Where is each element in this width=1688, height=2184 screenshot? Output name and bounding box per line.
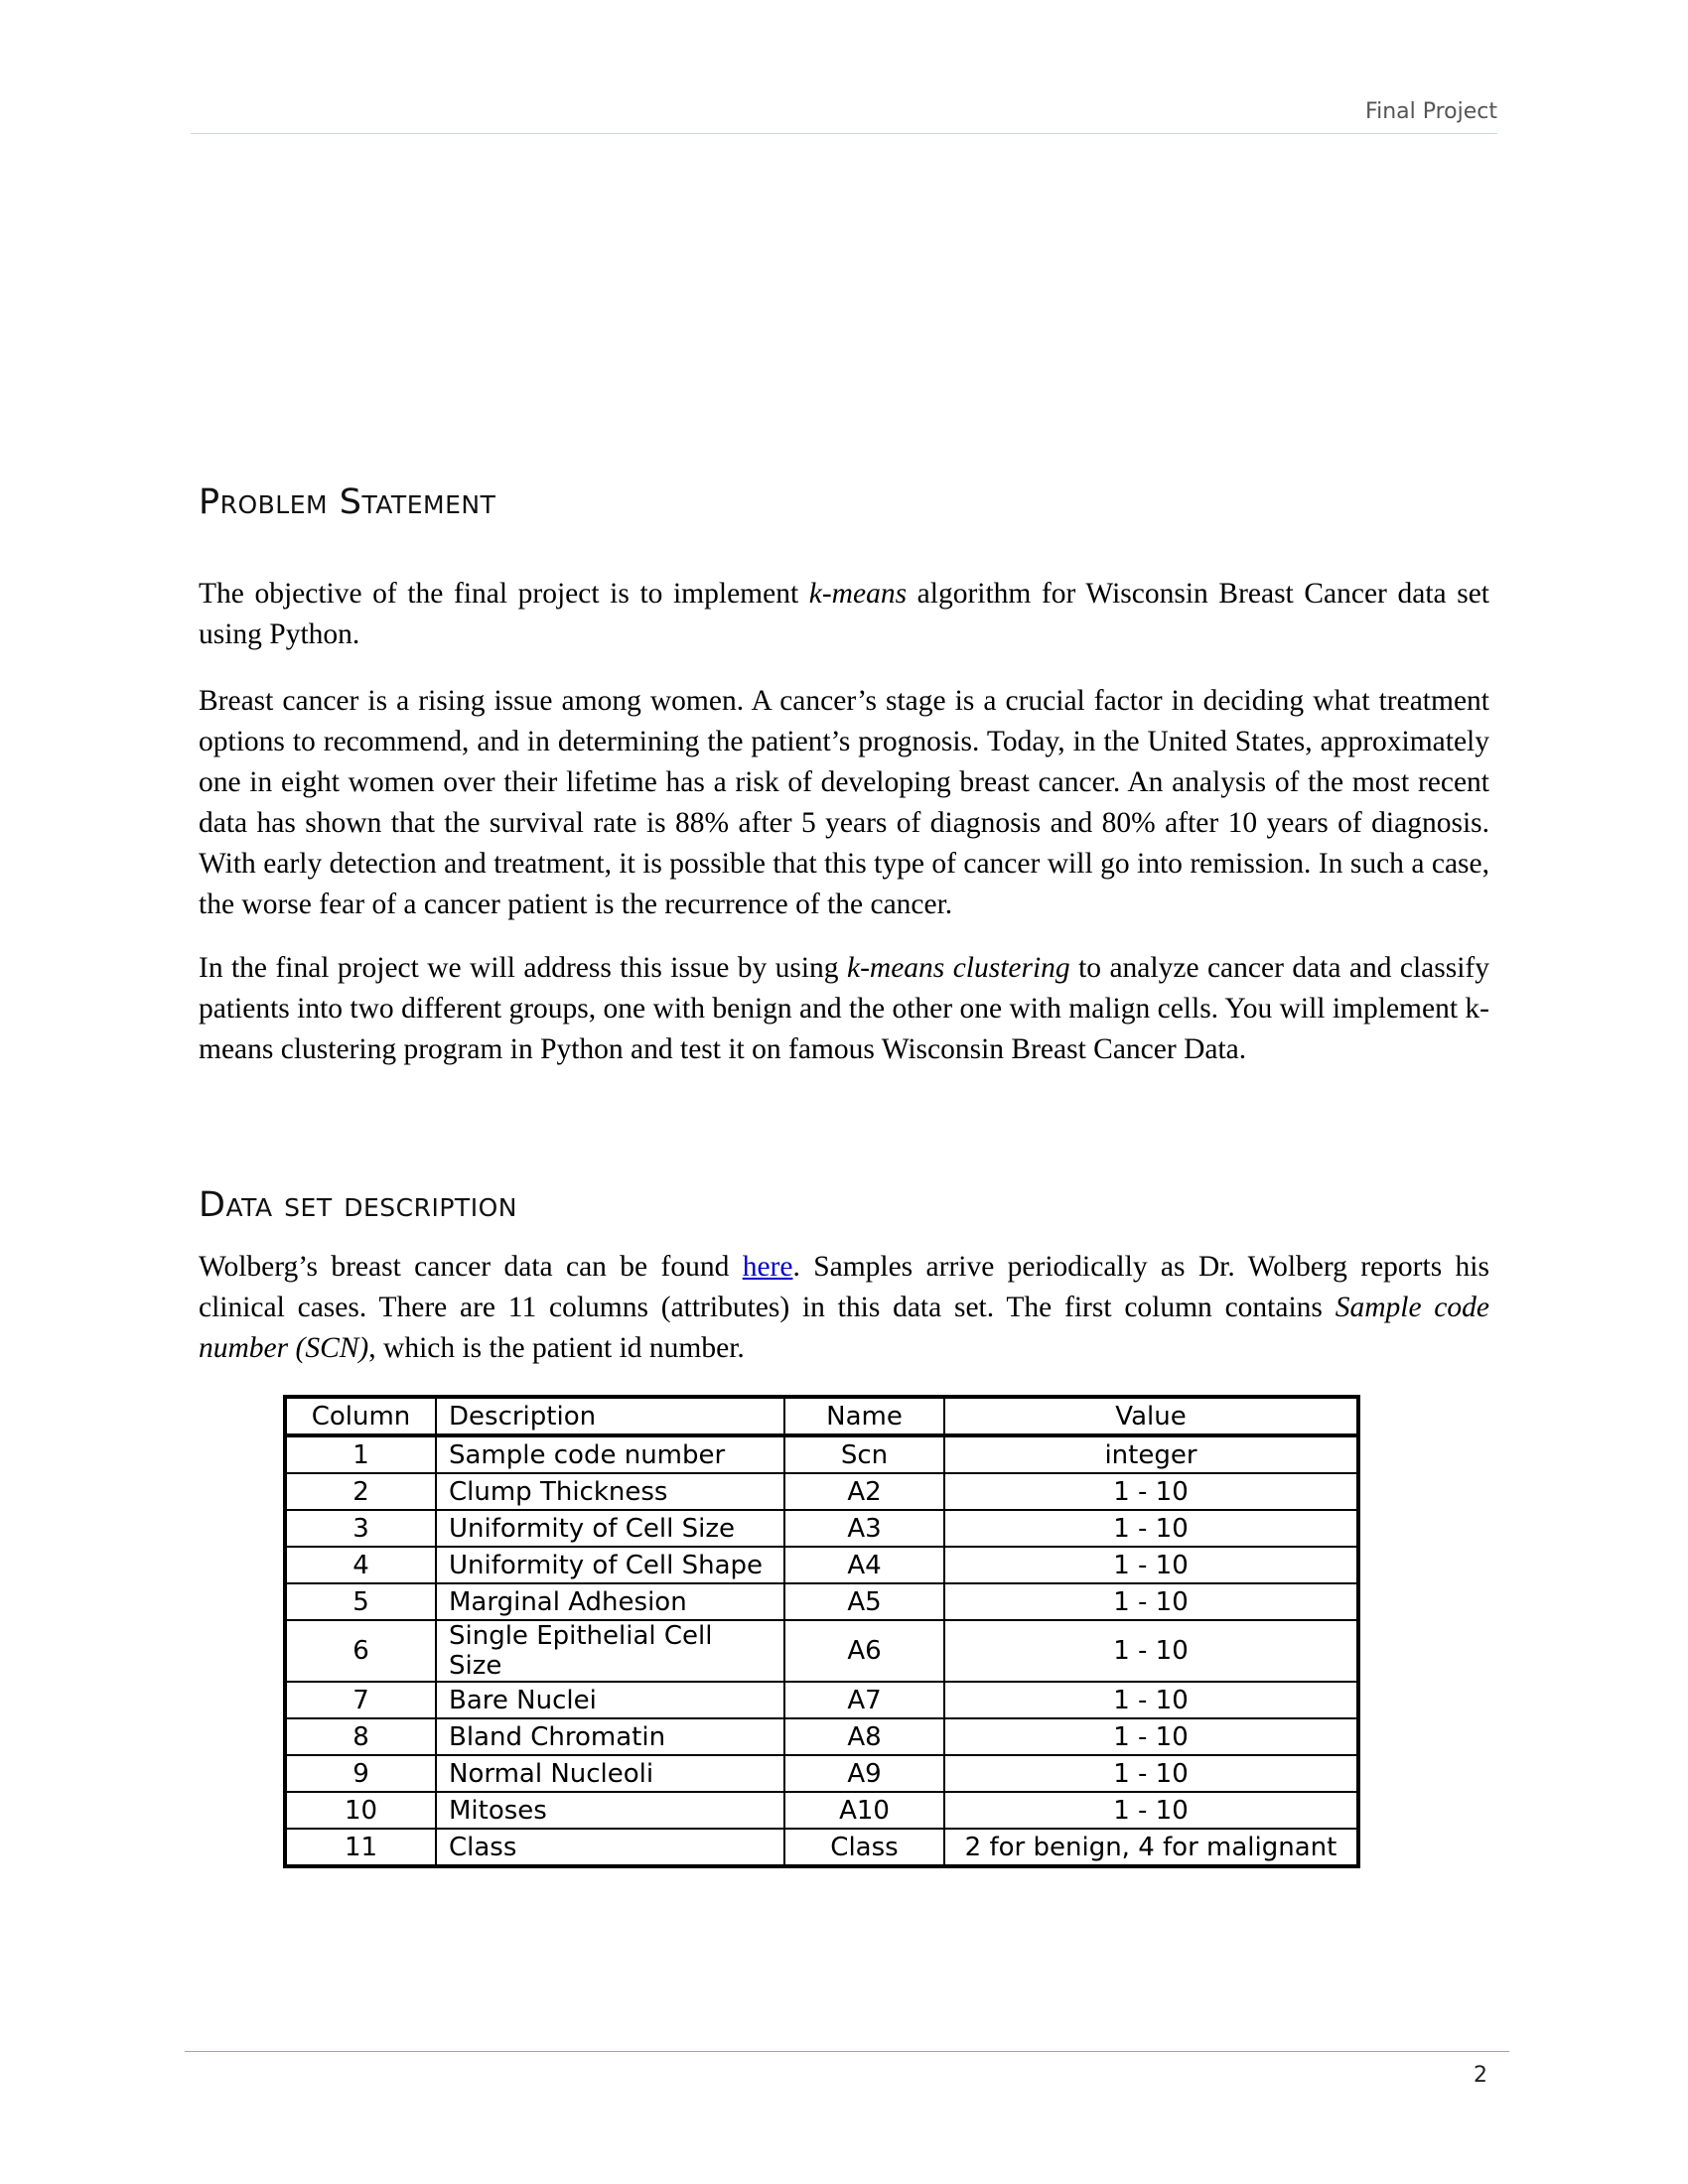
table-row (285, 1547, 1358, 1583)
header-divider (191, 133, 1497, 134)
header-value: Value (944, 1397, 1358, 1435)
cell-name: A7 (784, 1682, 944, 1718)
cell-description: Single Epithelial Cell Size (436, 1620, 784, 1682)
cell-value: 1 - 10 (944, 1682, 1358, 1718)
cell-name: A3 (784, 1510, 944, 1547)
cell-column: 6 (285, 1620, 436, 1682)
data-set-description-heading: Data set description (199, 1185, 517, 1225)
page-number: 2 (1474, 2063, 1487, 2088)
cell-value: 1 - 10 (944, 1547, 1358, 1583)
cell-description: Clump Thickness (436, 1473, 784, 1510)
cell-name: Scn (784, 1435, 944, 1473)
cell-description: Marginal Adhesion (436, 1583, 784, 1620)
dataset-here-link[interactable]: here (742, 1251, 793, 1283)
problem-paragraph-3: In the final project we will address this issue by using k-means clustering to analyze cancer data and classify patients into two different groups, one with benign and the other one with malign cells. You will implement k-means clustering program in Python and test it on famous Wisconsin Breast Cancer Data. (199, 952, 1489, 1065)
cell-value: 1 - 10 (944, 1620, 1358, 1682)
cell-description: Uniformity of Cell Size (436, 1510, 784, 1547)
cell-name: A10 (784, 1792, 944, 1829)
cell-value: 1 - 10 (944, 1755, 1358, 1792)
table-row (285, 1682, 1358, 1718)
table-row (285, 1718, 1358, 1755)
header-column: Column (285, 1397, 436, 1435)
cell-name: A8 (784, 1718, 944, 1755)
k-means-clustering-term: k-means clustering (846, 952, 1070, 984)
cell-column: 5 (285, 1583, 436, 1620)
table-header-row (285, 1397, 1358, 1435)
cell-column: 10 (285, 1792, 436, 1829)
cell-value: 1 - 10 (944, 1473, 1358, 1510)
header-name: Name (784, 1397, 944, 1435)
cell-column: 8 (285, 1718, 436, 1755)
cell-value: 1 - 10 (944, 1510, 1358, 1547)
cell-description: Class (436, 1829, 784, 1866)
cell-value: 1 - 10 (944, 1583, 1358, 1620)
cell-column: 2 (285, 1473, 436, 1510)
cell-value: 1 - 10 (944, 1718, 1358, 1755)
cell-description: Bland Chromatin (436, 1718, 784, 1755)
cell-column: 7 (285, 1682, 436, 1718)
dataset-paragraph: Wolberg’s breast cancer data can be found here. Samples arrive periodically as Dr. Wolberg reports his clinical cases. There are 11 columns (attributes) in this data set. The first column contains Sample code number (SCN), which is the patient id number. (199, 1251, 1489, 1364)
cell-name: A6 (784, 1620, 944, 1682)
cell-description: Mitoses (436, 1792, 784, 1829)
cell-name: A2 (784, 1473, 944, 1510)
cell-column: 4 (285, 1547, 436, 1583)
cell-value: integer (944, 1435, 1358, 1473)
cell-column: 1 (285, 1435, 436, 1473)
problem-statement-heading: Problem Statement (199, 482, 496, 522)
cell-value: 1 - 10 (944, 1792, 1358, 1829)
cell-column: 11 (285, 1829, 436, 1866)
cell-name: A9 (784, 1755, 944, 1792)
table-row (285, 1829, 1358, 1866)
cell-name: A4 (784, 1547, 944, 1583)
table-row (285, 1473, 1358, 1510)
problem-paragraph-2: Breast cancer is a rising issue among women. A cancer’s stage is a crucial factor in deciding what treatment options to recommend, and in determining the patient’s prognosis. Today, in the United States, approximately one in eight women over their lifetime has a risk of developing breast cancer. An analysis of the most recent data has shown that the survival rate is 88% after 5 years of diagnosis and 80% after 10 years of diagnosis. With early detection and treatment, it is possible that this type of cancer will go into remission. In such a case, the worse fear of a cancer patient is the recurrence of the cancer. (199, 685, 1489, 920)
cell-name: Class (784, 1829, 944, 1866)
running-header-title: Final Project (1365, 99, 1497, 124)
k-means-term: k-means (808, 578, 908, 610)
footer-divider (185, 2051, 1509, 2052)
cell-description: Bare Nuclei (436, 1682, 784, 1718)
attributes-table (283, 1395, 1360, 1868)
table-row (285, 1583, 1358, 1620)
cell-column: 9 (285, 1755, 436, 1792)
cell-name: A5 (784, 1583, 944, 1620)
table-row (285, 1435, 1358, 1473)
header-description: Description (436, 1397, 784, 1435)
table-row (285, 1755, 1358, 1792)
cell-description: Uniformity of Cell Shape (436, 1547, 784, 1583)
problem-paragraph-1: The objective of the final project is to implement k-means algorithm for Wisconsin Breast Cancer data set using Python. (199, 578, 1489, 650)
cell-value: 2 for benign, 4 for malignant (944, 1829, 1358, 1866)
table-row (285, 1792, 1358, 1829)
cell-column: 3 (285, 1510, 436, 1547)
table-row (285, 1620, 1358, 1682)
table-row (285, 1510, 1358, 1547)
scn-term: Sample code number (SCN) (199, 1292, 1489, 1364)
cell-description: Normal Nucleoli (436, 1755, 784, 1792)
cell-description: Sample code number (436, 1435, 784, 1473)
